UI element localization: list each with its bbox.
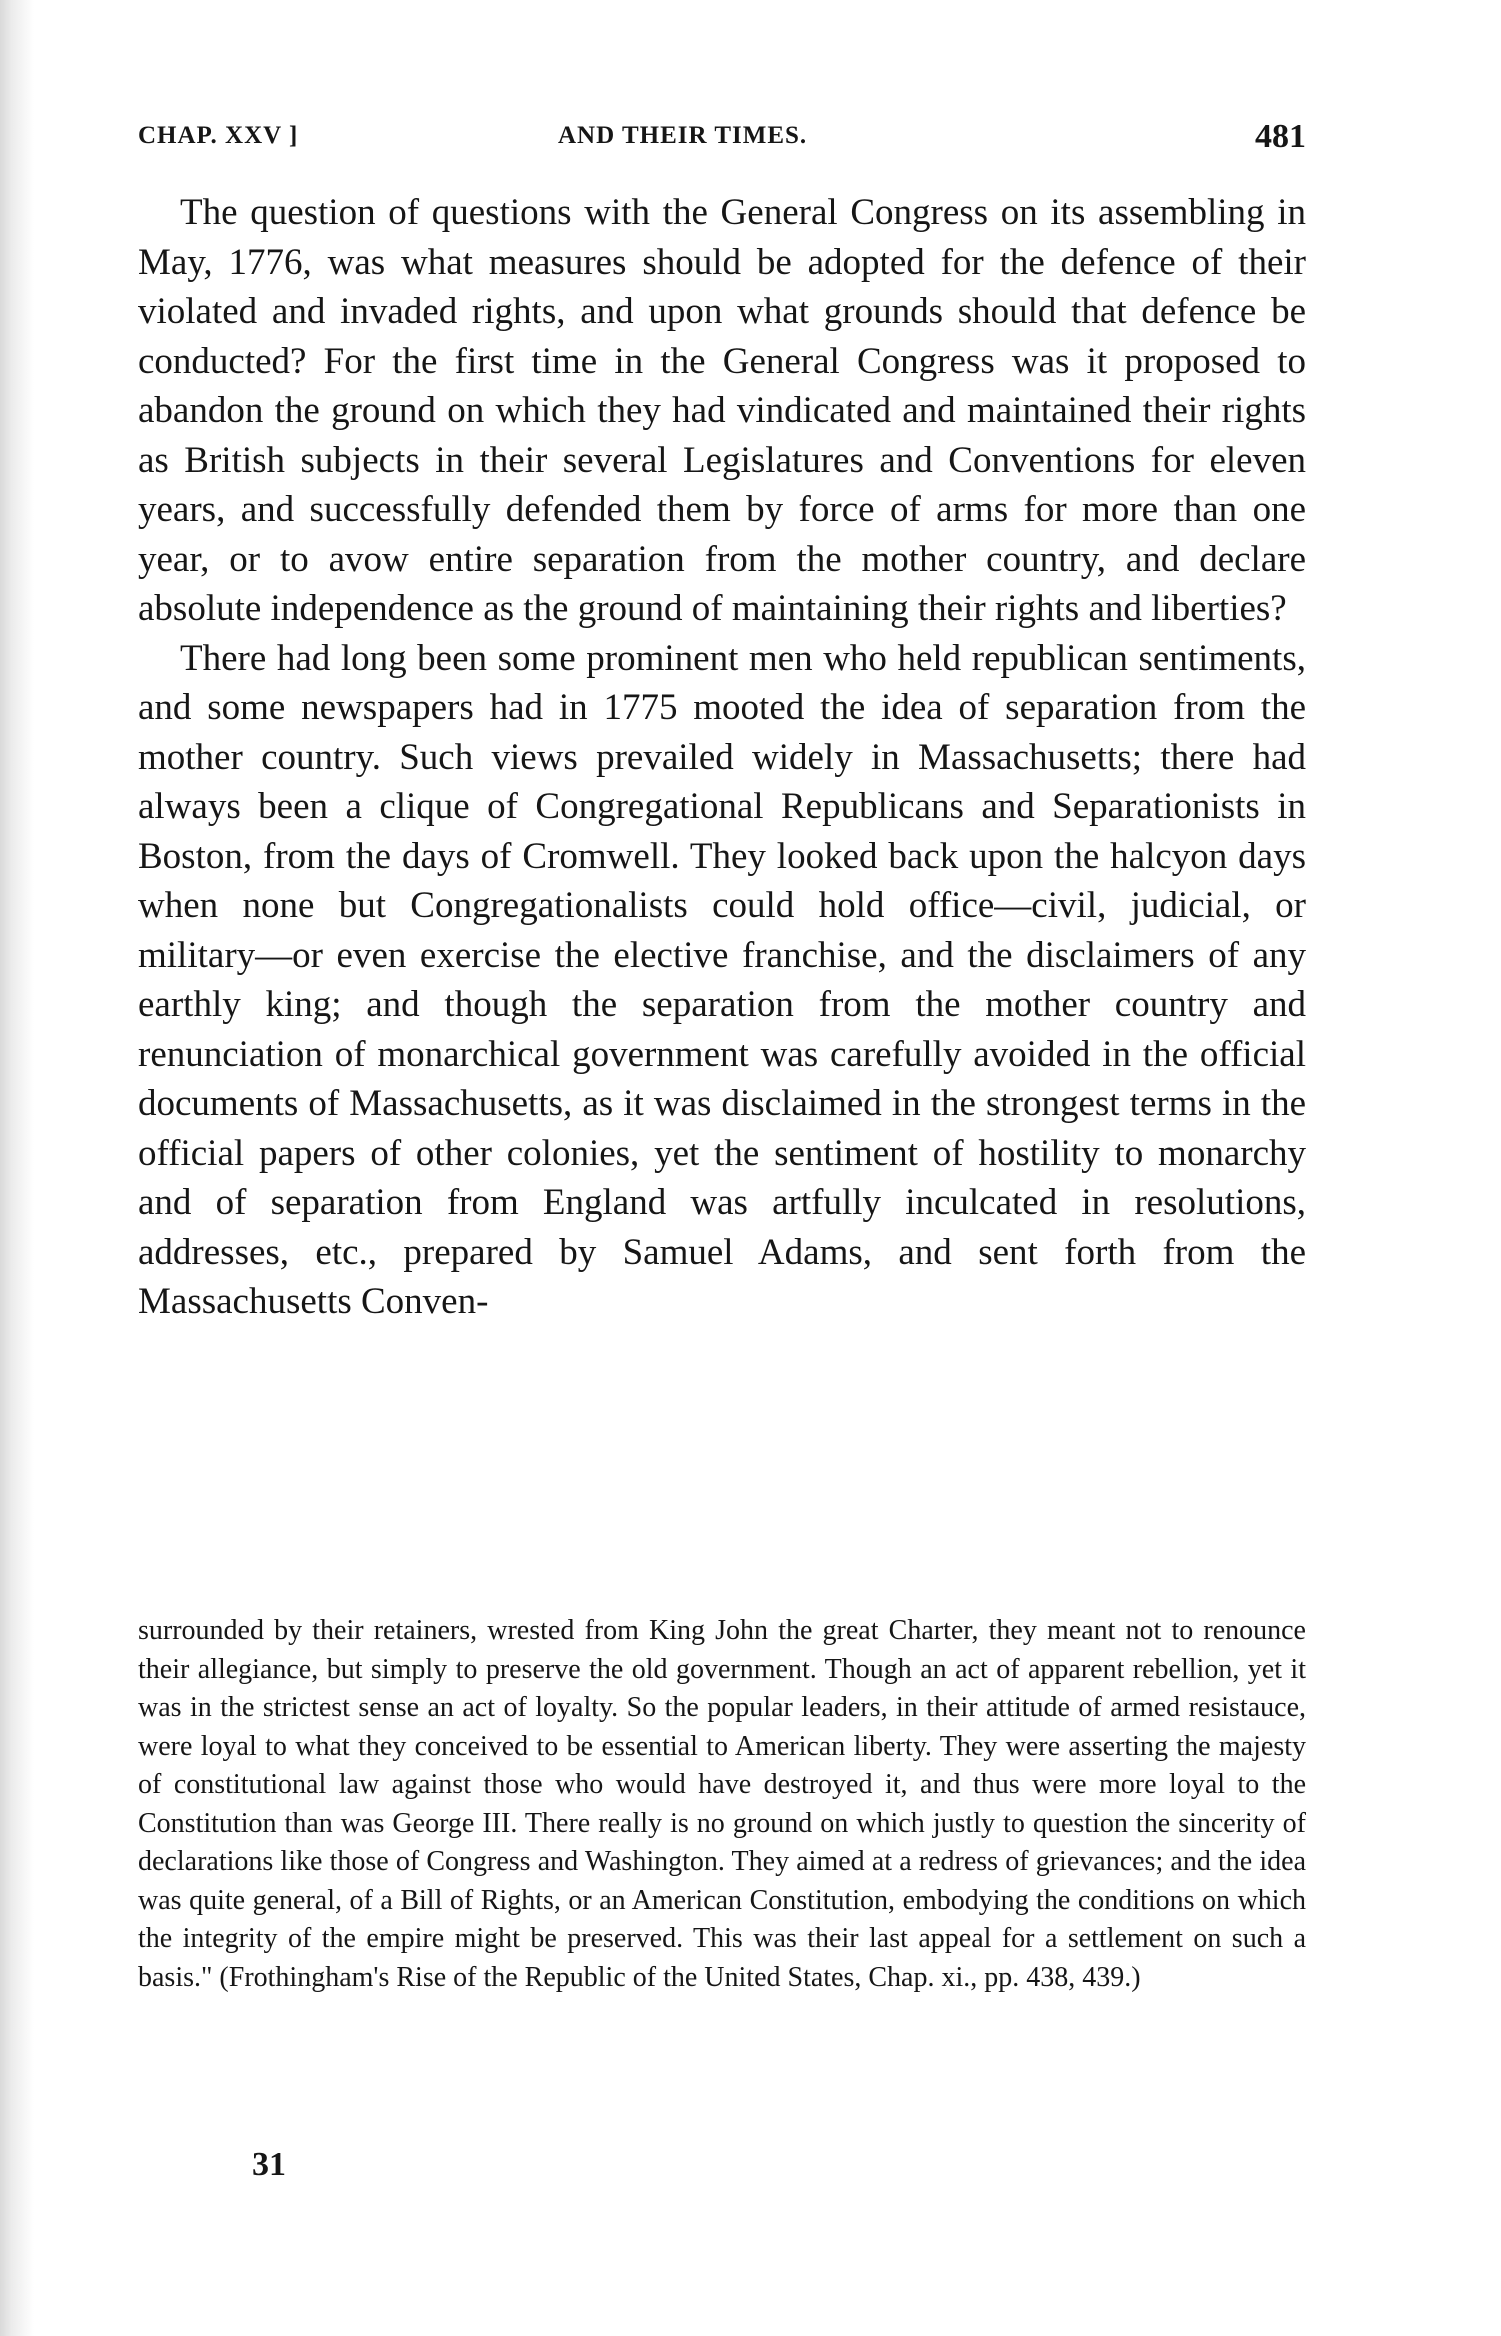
body-text bbox=[138, 188, 1306, 1327]
footnote bbox=[138, 1612, 1306, 1997]
signature-mark: 31 bbox=[252, 2146, 286, 2183]
scan-edge-shadow bbox=[0, 0, 34, 2336]
page-number: 481 bbox=[1255, 118, 1306, 155]
running-title: AND THEIR TIMES. bbox=[558, 122, 808, 149]
running-head bbox=[138, 118, 1306, 162]
chapter-label: CHAP. XXV ] bbox=[138, 122, 299, 149]
footnote-text: surrounded by their retainers, wrested from King John the great Charter, they meant not to renounce their allegiance, but simply to preserve the old government. Though an act of apparent rebellion, yet it was in the strictest sense an act of loyalty. So the popular leaders, in their attitude of armed resistauce, were loyal to what they conceived to be essential to American liberty. They were asserting the majesty of constitutional law against those who would have destroyed it, and thus were more loyal to the Constitution than was George III. There really is no ground on which justly to question the sincerity of declarations like those of Congress and Washington. They aimed at a redress of grievances; and the idea was quite general, of a Bill of Rights, or an American Constitution, embodying the conditions on which the integrity of the empire might be preserved. This was their last appeal for a settlement on such a basis." (Frothingham's Rise of the Republic of the United States, Chap. xi., pp. 438, 439.) bbox=[138, 1615, 1306, 1993]
paragraph-1: The question of questions with the General Congress on its assembling in May, 1776, was what measures should be adopted for the defence of their violated and invaded rights, and upon what grounds should that defence be conducted? For the first time in the General Congress was it proposed to abandon the ground on which they had vindicated and maintained their rights as British subjects in their several Legislatures and Conventions for eleven years, and successfully defended them by force of arms for more than one year, or to avow entire separation from the mother country, and declare absolute independence as the ground of maintaining their rights and liberties? bbox=[138, 192, 1306, 629]
paragraph-2: There had long been some prominent men who held republican sentiments, and some newspapers had in 1775 mooted the idea of separation from the mother country. Such views prevailed widely in Massachusetts; there had always been a clique of Congregational Republicans and Separationists in Boston, from the days of Cromwell. They looked back upon the halcyon days when none but Congregationalists could hold office—civil, judicial, or military—or even exercise the elective franchise, and the disclaimers of any earthly king; and though the separation from the mother country and renunciation of monarchical government was carefully avoided in the official documents of Massachusetts, as it was disclaimed in the strongest terms in the official papers of other colonies, yet the sentiment of hostility to monarchy and of separation from England was artfully inculcated in resolutions, addresses, etc., prepared by Samuel Adams, and sent forth from the Massachusetts Conven- bbox=[138, 637, 1306, 1322]
